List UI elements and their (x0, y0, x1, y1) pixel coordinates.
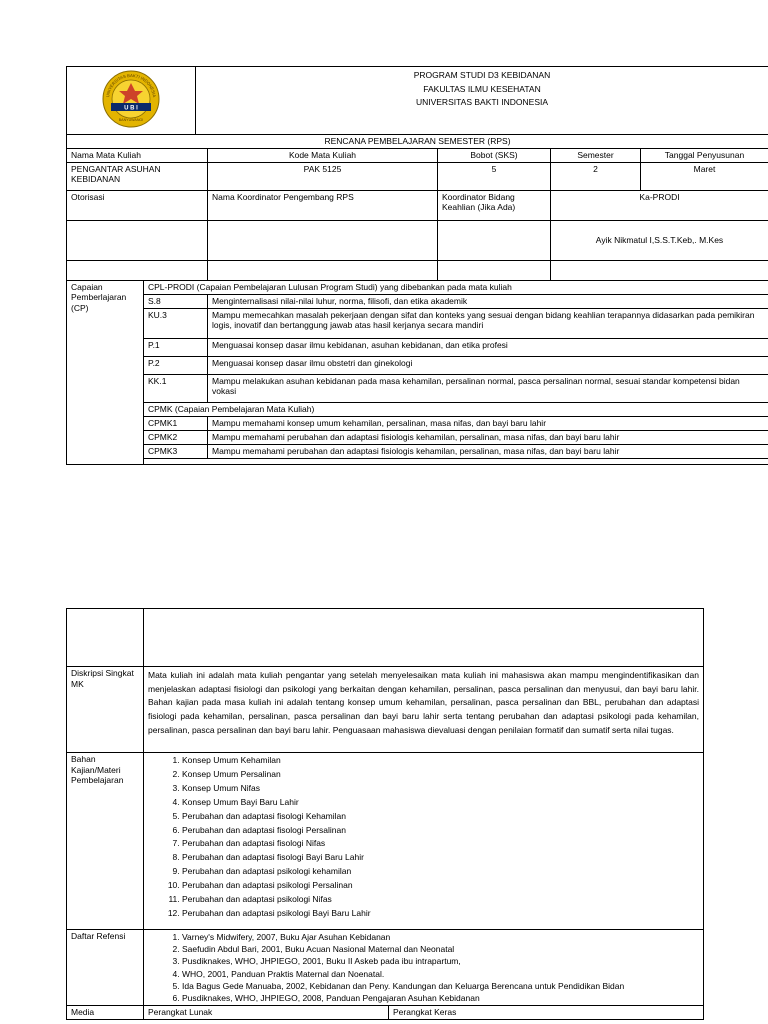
description-text: Mata kuliah ini adalah mata kuliah pengantar yang setelah menyelesaikan mata kuliah ini mahasiswa akan mampu mengindentifikasikan dan menjelaskan adaptasi fisiologi dan psikologi yang berkaitan dengan kehamilan, persalinan, pasca persalinan dan menyusui, dan bayi baru lahir. Bahan kajian pada masa kuliah ini adalah tentang konsep umum kehamilan, persalinan, pasca persalinan dan BBL, perubahan dan adaptasi fisiologi pada kehamilan, persalinan, pasca persalinan dan bayi baru lahir serta tentang perubahan dan adaptasi psikologi pada kehamilan, persalinan, pasca persalinan dan bayi baru lahir. Penguasaan mahasiswa dievaluasi dengan penilaian formatif dan sumatif serta nilai tugas. (144, 667, 704, 753)
media-label: Media (67, 1006, 144, 1020)
value-course-code: PAK 5125 (208, 162, 438, 190)
value-course-name: PENGANTAR ASUHAN KEBIDANAN (67, 162, 208, 190)
field-coordinator-signature (438, 220, 551, 260)
blank-cell (67, 260, 208, 280)
list-item: 6. Perubahan dan adaptasi fisologi Persalinan (182, 824, 699, 838)
program-name: PROGRAM STUDI D3 KEBIDANAN (413, 70, 551, 80)
list-item: 10. Perubahan dan adaptasi psikologi Persalinan (182, 879, 699, 893)
cpmk-code: CPMK2 (144, 430, 208, 444)
authorization-label: Otorisasi (67, 190, 208, 220)
blank-cell (144, 458, 768, 464)
list-item: 6. Pusdiknakes, WHO, JHPIEGO, 2008, Panduan Pengajaran Asuhan Kebidanan (182, 992, 699, 1004)
blank-cell (67, 609, 144, 667)
list-item: 11. Perubahan dan adaptasi psikologi Nifas (182, 893, 699, 907)
head-of-program-label: Ka-PRODI (551, 190, 768, 220)
cpl-desc: Menguasai konsep dasar ilmu obstetri dan ginekologi (208, 356, 768, 374)
list-item: 4. Konsep Umum Bayi Baru Lahir (182, 796, 699, 810)
rps-coordinator-signature (208, 220, 438, 260)
rps-content-table (66, 608, 704, 1020)
list-item: 5. Perubahan dan adaptasi fisologi Kehamilan (182, 810, 699, 824)
list-item: 8. Perubahan dan adaptasi fisologi Bayi Baru Lahir (182, 851, 699, 865)
header-credits: Bobot (SKS) (438, 148, 551, 162)
list-item: 4. WHO, 2001, Panduan Praktis Maternal dan Noenatal. (182, 968, 699, 980)
header-course-code: Kode Mata Kuliah (208, 148, 438, 162)
cpmk-title: CPMK (Capaian Pembelajaran Mata Kuliah) (144, 402, 768, 416)
media-software: Perangkat Lunak (144, 1006, 389, 1020)
cpl-code: P.1 (144, 338, 208, 356)
blank-cell (208, 260, 438, 280)
cpl-desc: Menguasai konsep dasar ilmu kebidanan, asuhan kebidanan, dan etika profesi (208, 338, 768, 356)
cpl-desc: Mampu memecahkan masalah pekerjaan dengan sifat dan konteks yang sesuai dengan bidang keahlian terapannya didasarkan pada pemikiran logis, inovatif dan bertanggung jawab atas hasil kerjanya secara mandiri (208, 308, 768, 338)
rps-header-table (66, 66, 768, 465)
field-coordinator-label: Koordinator Bidang Keahlian (Jika Ada) (438, 190, 551, 220)
svg-text:UNIVERSITAS BAKTI INDONESIA: UNIVERSITAS BAKTI INDONESIA (105, 72, 157, 98)
value-semester: 2 (551, 162, 641, 190)
references-list (148, 931, 699, 1004)
rps-coordinator-label: Nama Koordinator Pengembang RPS (208, 190, 438, 220)
authorization-blank (67, 220, 208, 260)
list-item: 1. Konsep Umum Kehamilan (182, 754, 699, 768)
blank-cell (551, 260, 768, 280)
cpl-desc: Menginternalisasi nilai-nilai luhur, norma, filisofi, dan etika akademik (208, 294, 768, 308)
cpl-title: CPL-PRODI (Capaian Pembelajaran Lulusan Program Studi) yang dibebankan pada mata kuliah (144, 280, 768, 294)
list-item: 1. Varney's Midwifery, 2007, Buku Ajar Asuhan Kebidanan (182, 931, 699, 943)
cpmk-desc: Mampu memahami perubahan dan adaptasi fisiologis kehamilan, persalinan, masa nifas, dan bayi baru lahir (208, 444, 768, 458)
faculty-name: FAKULTAS ILMU KESEHATAN (423, 83, 541, 94)
blank-cell (438, 260, 551, 280)
document-title: RENCANA PEMBELAJARAN SEMESTER (RPS) (67, 134, 768, 148)
cpmk-code: CPMK3 (144, 444, 208, 458)
list-item: 3. Konsep Umum Nifas (182, 782, 699, 796)
cpmk-desc: Mampu memahami perubahan dan adaptasi fisiologis kehamilan, persalinan, masa nifas, dan bayi baru lahir (208, 430, 768, 444)
university-logo (99, 69, 163, 129)
institution-block (196, 67, 768, 135)
references-label: Daftar Refensi (67, 930, 144, 1006)
svg-text:U B I: U B I (124, 105, 138, 112)
cpl-code: KK.1 (144, 374, 208, 402)
value-date: Maret (641, 162, 768, 190)
cpmk-desc: Mampu memahami konsep umum kehamilan, persalinan, masa nifas, dan bayi baru lahir (208, 416, 768, 430)
header-course-name: Nama Mata Kuliah (67, 148, 208, 162)
materials-cell (144, 753, 704, 930)
list-item: 5. Ida Bagus Gede Manuaba, 2002, Kebidanan dan Peny. Kandungan dan Keluarga Berencana untuk Pendidikan Bidan (182, 980, 699, 992)
list-item: 7. Perubahan dan adaptasi fisologi Nifas (182, 837, 699, 851)
list-item: 3. Pusdiknakes, WHO, JHPIEGO, 2001, Buku II Askeb pada ibu intrapartum, (182, 955, 699, 967)
cp-label: Capaian Pemberlajaran (CP) (67, 280, 144, 464)
cpl-code: P.2 (144, 356, 208, 374)
cpl-code: S.8 (144, 294, 208, 308)
head-of-program-name: Ayik Nikmatul I,S.S.T.Keb,. M.Kes (551, 220, 768, 260)
references-cell (144, 930, 704, 1006)
list-item: 12. Perubahan dan adaptasi psikologi Bayi Baru Lahir (182, 907, 699, 921)
university-name: UNIVERSITAS BAKTI INDONESIA (415, 97, 549, 108)
value-credits: 5 (438, 162, 551, 190)
materials-label: Bahan Kajian/Materi Pembelajaran (67, 753, 144, 930)
list-item: 2. Saefudin Abdul Bari, 2001, Buku Acuan Nasional Maternal dan Neonatal (182, 943, 699, 955)
header-semester: Semester (551, 148, 641, 162)
blank-cell (144, 609, 704, 667)
materials-list (148, 754, 699, 921)
header-date: Tanggal Penyusunan (641, 148, 768, 162)
cpmk-code: CPMK1 (144, 416, 208, 430)
logo-cell (67, 67, 196, 135)
cpl-desc: Mampu melakukan asuhan kebidanan pada masa kehamilan, persalinan normal, pasca persalinan normal, sesuai standar kompetensi bidan vokasi (208, 374, 768, 402)
svg-text:BANYUWANGI: BANYUWANGI (118, 118, 144, 122)
description-label: Diskripsi Singkat MK (67, 667, 144, 753)
media-hardware: Perangkat Keras (389, 1006, 704, 1020)
list-item: 9. Perubahan dan adaptasi psikologi kehamilan (182, 865, 699, 879)
cpl-code: KU.3 (144, 308, 208, 338)
list-item: 2. Konsep Umum Persalinan (182, 768, 699, 782)
